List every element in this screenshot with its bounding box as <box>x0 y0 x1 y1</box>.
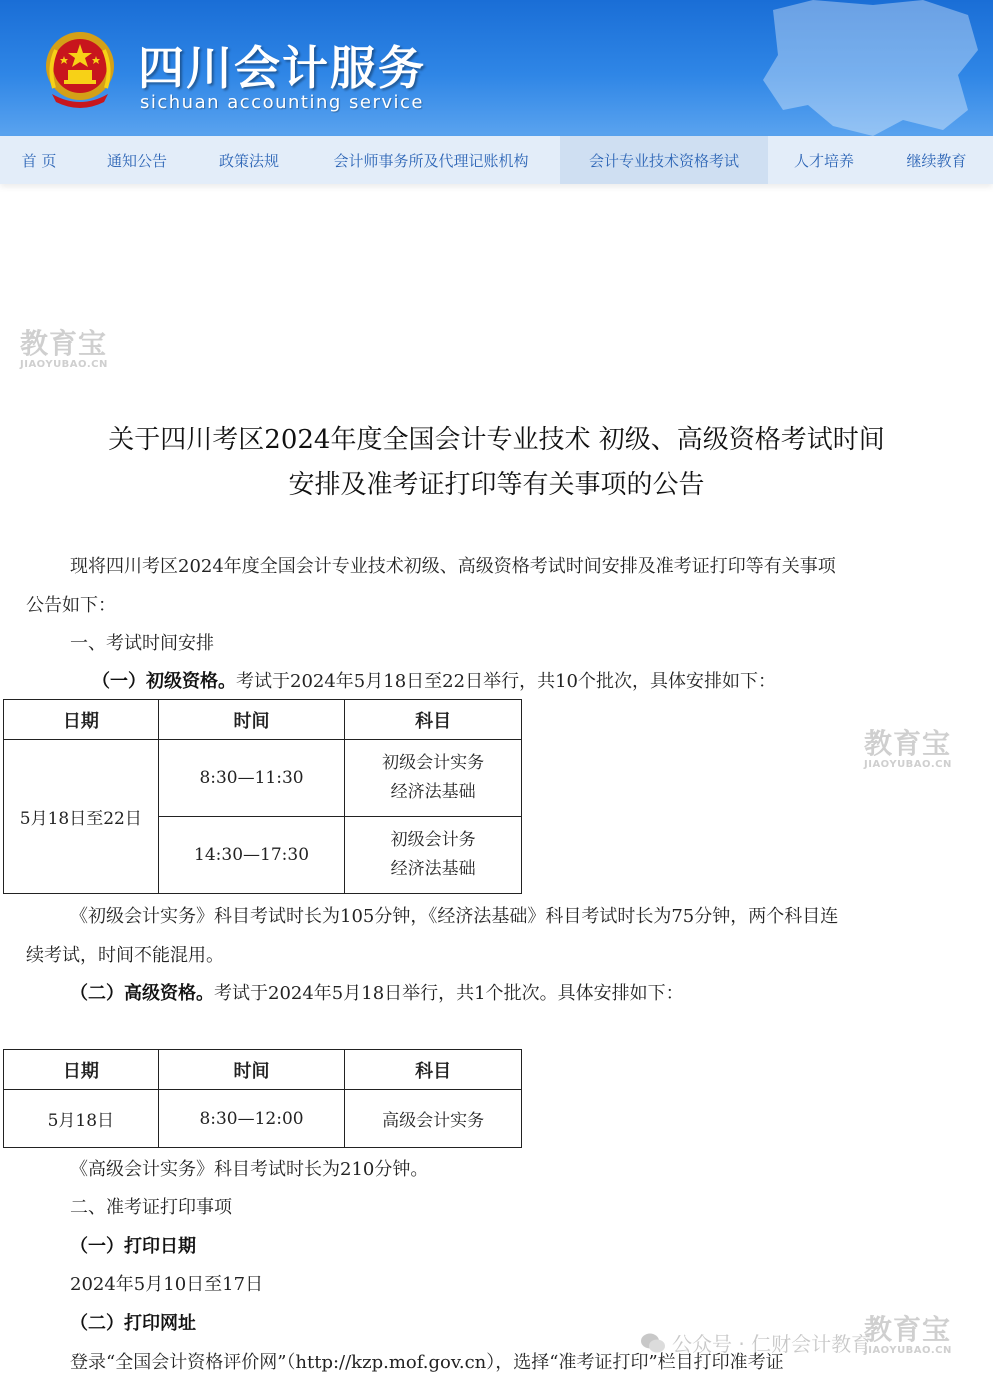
national-emblem-icon <box>42 28 118 108</box>
watermark-text: 教育宝 <box>864 727 952 760</box>
table-cell-subject <box>345 817 522 894</box>
senior-heading: （二）高级资格。 <box>70 983 214 1004</box>
table-header-row <box>4 1050 522 1090</box>
junior-heading: （一）初级资格。 <box>92 671 236 692</box>
account-overlay <box>640 1328 871 1357</box>
table-header-time: 时间 <box>158 700 345 740</box>
site-title: 四川会计服务 <box>138 41 426 95</box>
junior-note-line2: 续考试，时间不能混用。 <box>26 945 224 966</box>
header-banner <box>0 0 993 136</box>
table-cell-time: 8:30—11:30 <box>158 740 345 817</box>
section2-heading: 二、准考证打印事项 <box>70 1197 232 1218</box>
nav-item-continuing-education[interactable]: 继续教育 <box>906 151 967 170</box>
watermark <box>20 327 108 370</box>
senior-schedule-table <box>3 1049 522 1148</box>
account-text: 公众号 · 仁财会计教育 <box>672 1332 872 1356</box>
nav-item-training[interactable]: 人才培养 <box>793 151 854 170</box>
table-cell-subject: 高级会计实务 <box>345 1090 522 1148</box>
section1-heading: 一、考试时间安排 <box>70 633 214 654</box>
junior-schedule-table <box>3 699 522 894</box>
print-url-text: 登录“全国会计资格评价网”（http://kzp.mof.gov.cn），选择“准考证打印”栏目打印准考证 <box>70 1352 784 1373</box>
watermark <box>864 1313 952 1356</box>
subject-line: 经济法基础 <box>390 859 476 879</box>
watermark-domain: JIAOYUBAO.CN <box>864 1345 952 1356</box>
junior-note-line1: 《初级会计实务》科目考试时长为105分钟，《经济法基础》科目考试时长为75分钟，两个科目连 <box>70 906 839 927</box>
table-cell-subject <box>345 740 522 817</box>
senior-note: 《高级会计实务》科目考试时长为210分钟。 <box>70 1159 429 1180</box>
print-date-heading: （一）打印日期 <box>70 1236 196 1257</box>
print-url-heading: （二）打印网址 <box>70 1313 196 1334</box>
subject-line: 初级会计务 <box>390 830 476 850</box>
nav-item-exams[interactable]: 会计专业技术资格考试 <box>560 136 768 184</box>
table-header-row <box>4 700 522 740</box>
nav-item-firms[interactable]: 会计师事务所及代理记账机构 <box>333 151 529 170</box>
watermark-domain: JIAOYUBAO.CN <box>20 359 108 370</box>
table-row <box>4 740 522 817</box>
watermark <box>864 727 952 770</box>
print-date: 2024年5月10日至17日 <box>70 1274 264 1295</box>
table-cell-date: 5月18日至22日 <box>4 740 159 894</box>
table-header-date: 日期 <box>4 1050 159 1090</box>
intro-line2: 公告如下： <box>26 595 116 616</box>
article-title-line1: 关于四川考区2024年度全国会计专业技术 初级、高级资格考试时间 <box>108 425 885 455</box>
junior-paragraph <box>92 667 776 693</box>
table-cell-time: 8:30—12:00 <box>158 1090 345 1148</box>
main-nav <box>0 136 993 184</box>
senior-paragraph <box>70 979 684 1005</box>
table-header-time: 时间 <box>158 1050 345 1090</box>
nav-item-notices[interactable]: 通知公告 <box>106 151 167 170</box>
article-title <box>0 418 993 508</box>
watermark-text: 教育宝 <box>864 1313 952 1346</box>
table-header-subject: 科目 <box>345 1050 522 1090</box>
article-title-line2: 安排及准考证打印等有关事项的公告 <box>288 470 705 500</box>
table-row <box>4 1090 522 1148</box>
intro-line1: 现将四川考区2024年度全国会计专业技术初级、高级资格考试时间安排及准考证打印等有关事项 <box>70 556 836 577</box>
watermark-text: 教育宝 <box>20 327 108 360</box>
watermark-domain: JIAOYUBAO.CN <box>864 759 952 770</box>
nav-item-policies[interactable]: 政策法规 <box>218 151 279 170</box>
sichuan-map-graphic <box>753 0 983 136</box>
senior-text: 考试于2024年5月18日举行，共1个批次。具体安排如下： <box>214 983 684 1004</box>
table-header-subject: 科目 <box>345 700 522 740</box>
chat-bubble-icon <box>640 1332 666 1354</box>
table-cell-date: 5月18日 <box>4 1090 159 1148</box>
site-subtitle: sichuan accounting service <box>140 92 424 113</box>
subject-line: 初级会计实务 <box>382 753 485 773</box>
subject-line: 经济法基础 <box>390 782 476 802</box>
table-cell-time: 14:30—17:30 <box>158 817 345 894</box>
table-header-date: 日期 <box>4 700 159 740</box>
nav-item-home[interactable]: 首 页 <box>21 151 57 170</box>
junior-text: 考试于2024年5月18日至22日举行，共10个批次，具体安排如下： <box>236 671 776 692</box>
